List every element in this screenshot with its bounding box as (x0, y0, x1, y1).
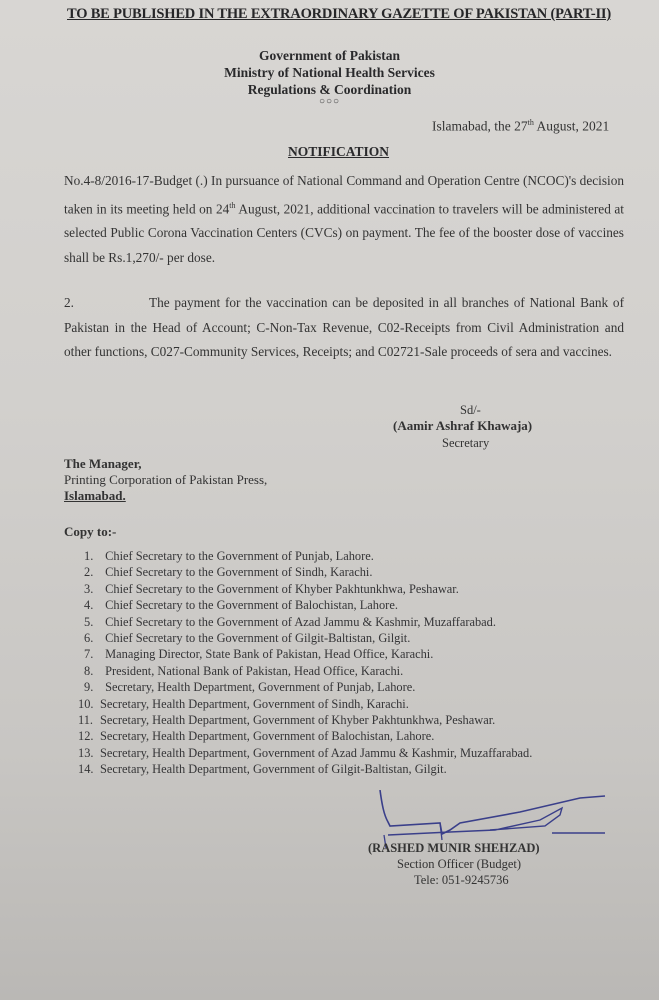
list-item: 3. Chief Secretary to the Government of Khyber Pakhtunkhwa, Peshawar. (84, 581, 459, 596)
addressee-line-1: The Manager, (64, 456, 142, 471)
signatory2-name: (RASHED MUNIR SHEHZAD) (368, 841, 540, 855)
list-item: 13. Secretary, Health Department, Government of Azad Jammu & Kashmir, Muzaffarabad. (78, 745, 533, 760)
list-item: 2. Chief Secretary to the Government of Sindh, Karachi. (84, 565, 373, 580)
list-item: 8. President, National Bank of Pakistan, Head Office, Karachi. (84, 663, 404, 678)
date-suffix: August, 2021 (533, 118, 610, 134)
copy-to-list (78, 548, 533, 778)
para1-sup: th (229, 200, 236, 210)
signatory1-title: Secretary (442, 436, 490, 450)
date-prefix: Islamabad, the 27 (432, 118, 528, 134)
list-item: 4. Chief Secretary to the Government of Balochistan, Lahore. (84, 598, 398, 613)
para1-part-b: August, 2021, additional vaccination to travelers will be administered at selected Public Corona Vaccination Centers (CVCs) on payment. The fee of the booster dose of vaccines shall be Rs.1,270/- per dose. (64, 200, 624, 265)
org-line-regulations: Regulations & Coordination (247, 82, 412, 97)
gazette-header: TO BE PUBLISHED IN THE EXTRAORDINARY GAZETTE OF PAKISTAN (PART-II) (67, 6, 611, 22)
para2-text: The payment for the vaccination can be deposited in all branches of National Bank of Pakistan in the Head of Account; C-Non-Tax Revenue, C02-Receipts from Civil Administration and other functions, C027-Community Services, Receipts; and C02721-Sale proceeds of sera and vaccines. (64, 295, 624, 359)
org-line-government: Government of Pakistan (259, 48, 400, 63)
date-sup: th (527, 118, 534, 127)
list-item: 10. Secretary, Health Department, Government of Sindh, Karachi. (78, 696, 409, 711)
list-item: 7. Managing Director, State Bank of Pakistan, Head Office, Karachi. (84, 647, 434, 662)
addressee-line-2: Printing Corporation of Pakistan Press, (64, 472, 268, 487)
paragraph-1 (64, 169, 624, 270)
signatory2-phone: Tele: 051-9245736 (414, 873, 509, 887)
list-item: 1. Chief Secretary to the Government of Punjab, Lahore. (84, 549, 374, 563)
signatory2-title: Section Officer (Budget) (397, 857, 522, 871)
list-item: 12. Secretary, Health Department, Government of Balochistan, Lahore. (78, 729, 435, 744)
list-item: 14. Secretary, Health Department, Government of Gilgit-Baltistan, Gilgit. (78, 762, 447, 777)
para2-number: 2. (64, 295, 74, 310)
ornament-icon: ○○○ (318, 96, 341, 107)
list-item: 6. Chief Secretary to the Government of Gilgit-Baltistan, Gilgit. (84, 631, 411, 646)
list-item: 11. Secretary, Health Department, Government of Khyber Pakhtunkhwa, Peshawar. (78, 713, 496, 728)
list-item: 9. Secretary, Health Department, Government of Punjab, Lahore. (84, 680, 416, 695)
addressee-line-3: Islamabad. (64, 488, 126, 503)
list-item: 5. Chief Secretary to the Government of Azad Jammu & Kashmir, Muzaffarabad. (84, 614, 496, 629)
org-line-ministry: Ministry of National Health Services (224, 65, 435, 80)
paragraph-2 (64, 291, 624, 365)
ministry-block (0, 47, 659, 98)
sd-mark: Sd/- (460, 403, 481, 417)
para1-part-a: No.4-8/2016-17-Budget (.) In pursuance of National Command and Operation Centre (NCOC)'s decision taken in its meeting held on 24 (64, 173, 624, 216)
copy-to-heading: Copy to:- (64, 524, 117, 539)
notification-title: NOTIFICATION (288, 144, 390, 159)
date-line (432, 118, 609, 135)
signatory1-name: (Aamir Ashraf Khawaja) (393, 418, 533, 433)
